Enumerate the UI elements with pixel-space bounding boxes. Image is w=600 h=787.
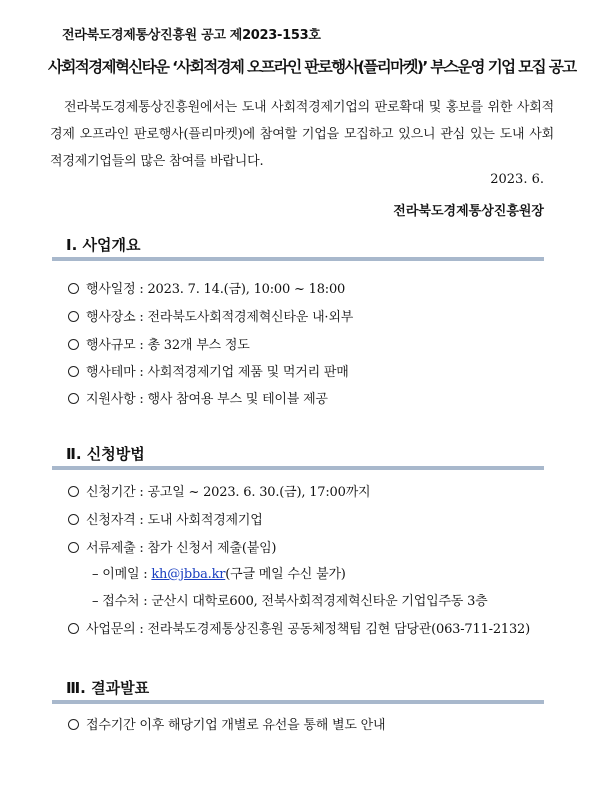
section-title-results: Ⅲ. 결과발표 xyxy=(66,679,150,697)
section-title-application: Ⅱ. 신청방법 xyxy=(66,445,145,463)
list-item: 신청자격 : 도내 사회적경제기업 xyxy=(68,509,263,528)
circle-bullet-icon xyxy=(68,719,79,730)
issuer-name: 전라북도경제통상진흥원장 xyxy=(393,204,544,219)
list-item: 신청기간 : 공고일 ~ 2023. 6. 30.(금), 17:00까지 xyxy=(68,481,370,500)
list-item: 지원사항 : 행사 참여용 부스 및 테이블 제공 xyxy=(68,388,328,407)
circle-bullet-icon xyxy=(68,393,79,404)
circle-bullet-icon xyxy=(68,311,79,322)
announcement-date: 2023. 6. xyxy=(490,172,544,187)
section-title-overview: Ⅰ. 사업개요 xyxy=(66,236,141,254)
list-item: 접수기간 이후 해당기업 개별로 유선을 통해 별도 안내 xyxy=(68,714,385,733)
intro-paragraph: 전라북도경제통상진흥원에서는 도내 사회적경제기업의 판로확대 및 홍보를 위한 사회적경제 오프라인 판로행사(플리마켓)에 참여할 기업을 모집하고 있으니 관심 있는 도내 사회적경제기업들의 많은 참여를 바랍니다. xyxy=(50,100,554,169)
list-item: 서류제출 : 참가 신청서 제출(붙임) xyxy=(68,537,276,556)
circle-bullet-icon xyxy=(68,339,79,350)
list-item: 행사일정 : 2023. 7. 14.(금), 10:00 ~ 18:00 xyxy=(68,278,345,297)
list-item: 행사규모 : 총 32개 부스 정도 xyxy=(68,334,250,353)
visit-submission-line: – 접수처 : 군산시 대학로600, 전북사회적경제혁신타운 기업입주동 3층 xyxy=(92,594,488,609)
list-item: 행사장소 : 전라북도사회적경제혁신타운 내·외부 xyxy=(68,306,353,325)
section-divider xyxy=(52,700,544,704)
announcement-number: 전라북도경제통상진흥원 공고 제2023-153호 xyxy=(62,28,321,43)
section-divider xyxy=(52,466,544,470)
announcement-title: 사회적경제혁신타운 ‘사회적경제 오프라인 판로행사(플리마켓)’ 부스운영 기업 모집 공고 xyxy=(48,58,576,76)
circle-bullet-icon xyxy=(68,486,79,497)
circle-bullet-icon xyxy=(68,542,79,553)
circle-bullet-icon xyxy=(68,283,79,294)
email-submission-line: – 이메일 : kh@jbba.kr(구글 메일 수신 불가) xyxy=(92,567,346,582)
list-item: 행사테마 : 사회적경제기업 제품 및 먹거리 판매 xyxy=(68,361,349,380)
email-link[interactable]: kh@jbba.kr xyxy=(151,567,226,582)
list-item: 사업문의 : 전라북도경제통상진흥원 공동체정책팀 김현 담당관(063-711-2132) xyxy=(68,618,530,637)
circle-bullet-icon xyxy=(68,514,79,525)
circle-bullet-icon xyxy=(68,366,79,377)
section-divider xyxy=(52,257,544,261)
circle-bullet-icon xyxy=(68,623,79,634)
